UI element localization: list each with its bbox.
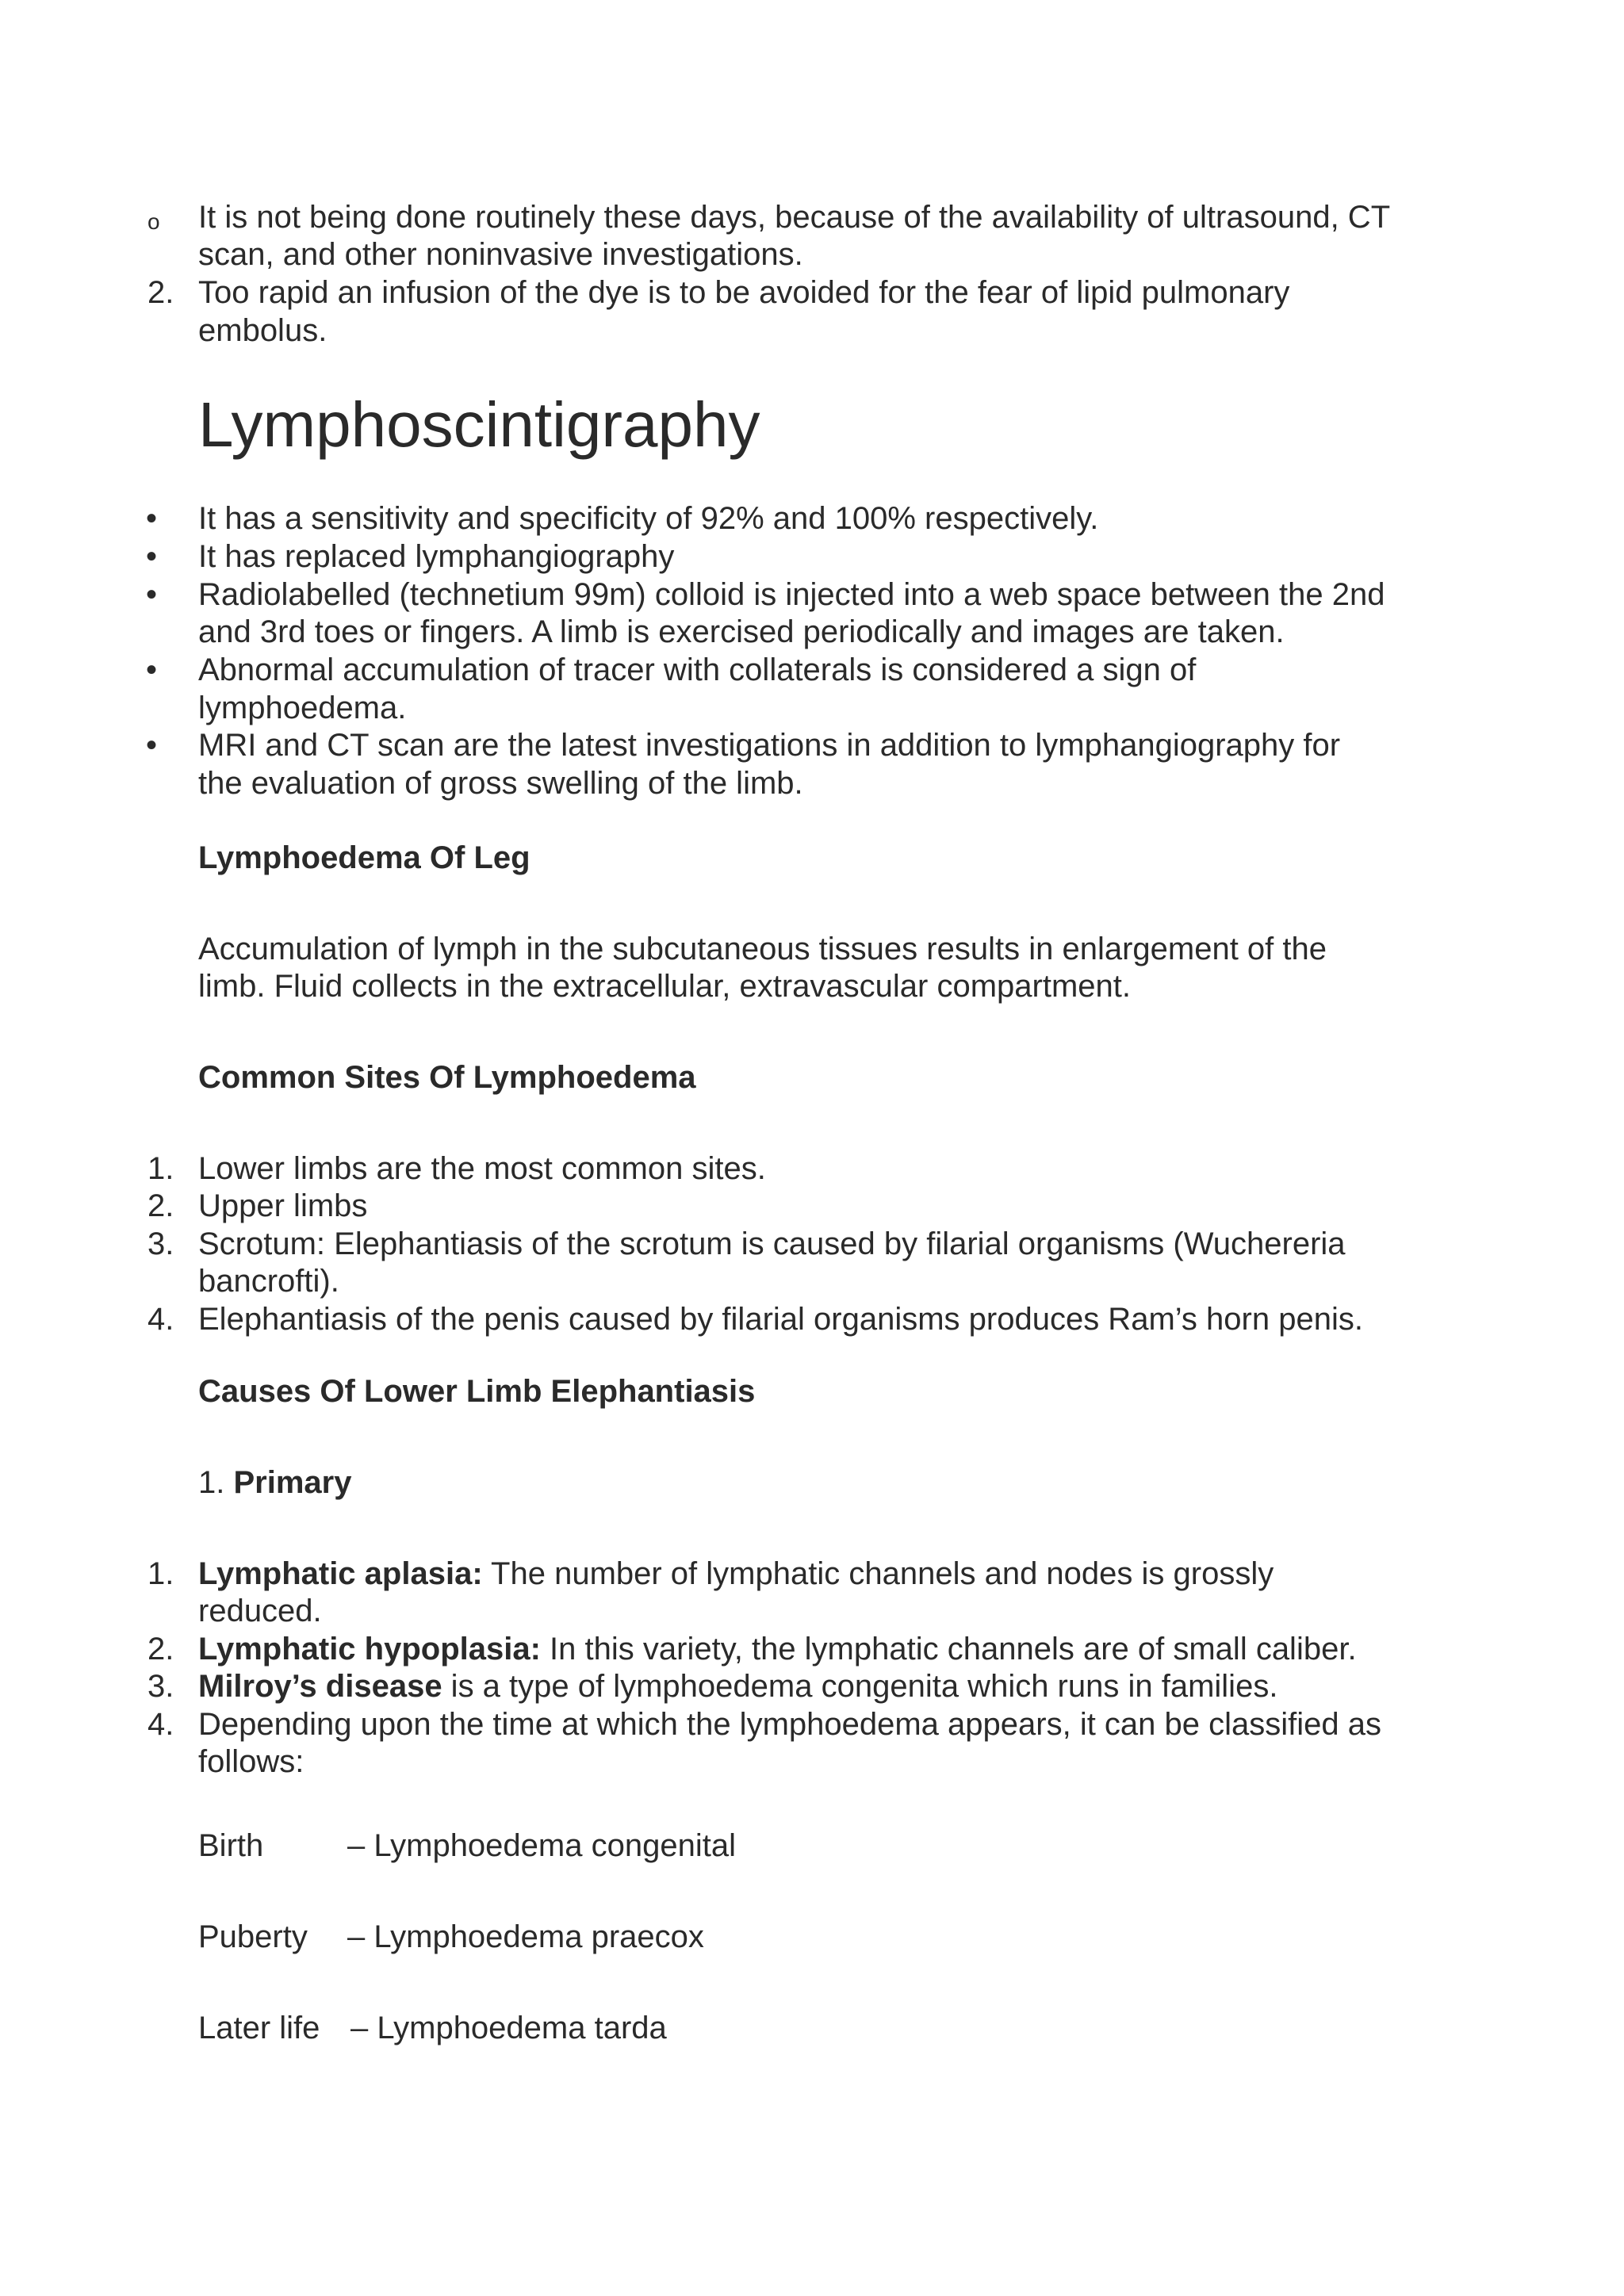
list-item-line: Scrotum: Elephantiasis of the scrotum is caused by filarial organisms (Wuchereria — [198, 1226, 1346, 1261]
term: Lymphatic hypoplasia: — [198, 1632, 541, 1667]
list-item-line: Elephantiasis of the penis caused by filarial organisms produces Ram’s horn penis. — [198, 1302, 1363, 1337]
list-item-line: Too rapid an infusion of the dye is to be avoided for the fear of lipid pulmonary — [198, 275, 1290, 310]
classification-time: Birth — [198, 1828, 264, 1863]
bullet-icon: • — [146, 501, 158, 536]
list-item-line: Upper limbs — [198, 1188, 368, 1223]
list-marker: 4. — [147, 1302, 174, 1337]
definition: is a type of lymphoedema congenita which runs in families. — [442, 1669, 1278, 1704]
subheading — [198, 1464, 351, 1502]
list-item-line: It is not being done routinely these days, because of the availability of ultrasound, CT — [198, 200, 1391, 235]
term: Milroy’s disease — [198, 1669, 442, 1704]
list-item-line: Radiolabelled (technetium 99m) colloid is injected into a web space between the 2nd — [198, 577, 1385, 612]
subheading-label: Primary — [233, 1465, 352, 1500]
paragraph-line: limb. Fluid collects in the extracellular, extravascular compartment. — [198, 969, 1132, 1004]
list-item-line: scan, and other noninvasive investigations. — [198, 237, 803, 272]
term: Lymphatic aplasia: — [198, 1556, 483, 1591]
bullet-icon: • — [146, 652, 158, 687]
definition: In this variety, the lymphatic channels are of small caliber. — [540, 1632, 1357, 1667]
list-marker: 3. — [147, 1226, 174, 1261]
bullet-icon: • — [146, 728, 158, 763]
section-heading: Lymphoedema Of Leg — [198, 840, 530, 875]
list-item-line: Depending upon the time at which the lymphoedema appears, it can be classified as — [198, 1707, 1382, 1742]
list-marker: 1. — [147, 1556, 174, 1591]
list-item-line: and 3rd toes or fingers. A limb is exercised periodically and images are taken. — [198, 614, 1285, 649]
list-marker: 4. — [147, 1707, 174, 1742]
list-item-line: reduced. — [198, 1594, 322, 1628]
list-item-line: bancrofti). — [198, 1264, 339, 1299]
list-item-line: It has a sensitivity and specificity of 92% and 100% respectively. — [198, 501, 1099, 536]
list-item-line: It has replaced lymphangiography — [198, 539, 675, 574]
section-heading: Common Sites Of Lymphoedema — [198, 1060, 696, 1095]
classification-type: – Lymphoedema tarda — [350, 2011, 667, 2045]
list-marker: 2. — [147, 1188, 174, 1223]
bullet-icon: • — [146, 577, 158, 612]
section-title: Lymphoscintigraphy — [198, 389, 760, 460]
list-item-line: Abnormal accumulation of tracer with collaterals is considered a sign of — [198, 652, 1197, 687]
list-item-line — [198, 1555, 1274, 1593]
list-item-line: follows: — [198, 1744, 304, 1779]
list-marker: 2. — [147, 275, 174, 310]
list-item-line: embolus. — [198, 313, 327, 348]
definition: The number of lymphatic channels and nodes is grossly — [482, 1556, 1274, 1591]
classification-time: Puberty — [198, 1919, 308, 1954]
classification-type: – Lymphoedema congenital — [347, 1828, 736, 1863]
paragraph-line: Accumulation of lymph in the subcutaneous tissues results in enlargement of the — [198, 932, 1327, 966]
list-item-line: lymphoedema. — [198, 691, 407, 725]
list-item-line — [198, 1667, 1277, 1705]
classification-time: Later life — [198, 2011, 320, 2045]
list-marker: 2. — [147, 1632, 174, 1667]
list-marker: 3. — [147, 1669, 174, 1704]
list-item-line: MRI and CT scan are the latest investigations in addition to lymphangiography for — [198, 728, 1341, 763]
section-heading: Causes Of Lower Limb Elephantiasis — [198, 1374, 756, 1409]
list-marker: o — [147, 209, 160, 234]
list-item-line: the evaluation of gross swelling of the limb. — [198, 766, 803, 801]
subheading-number: 1. — [198, 1465, 225, 1500]
list-item-line — [198, 1630, 1357, 1668]
list-marker: 1. — [147, 1151, 174, 1186]
list-item-line: Lower limbs are the most common sites. — [198, 1151, 766, 1186]
bullet-icon: • — [146, 539, 158, 574]
classification-type: – Lymphoedema praecox — [347, 1919, 704, 1954]
